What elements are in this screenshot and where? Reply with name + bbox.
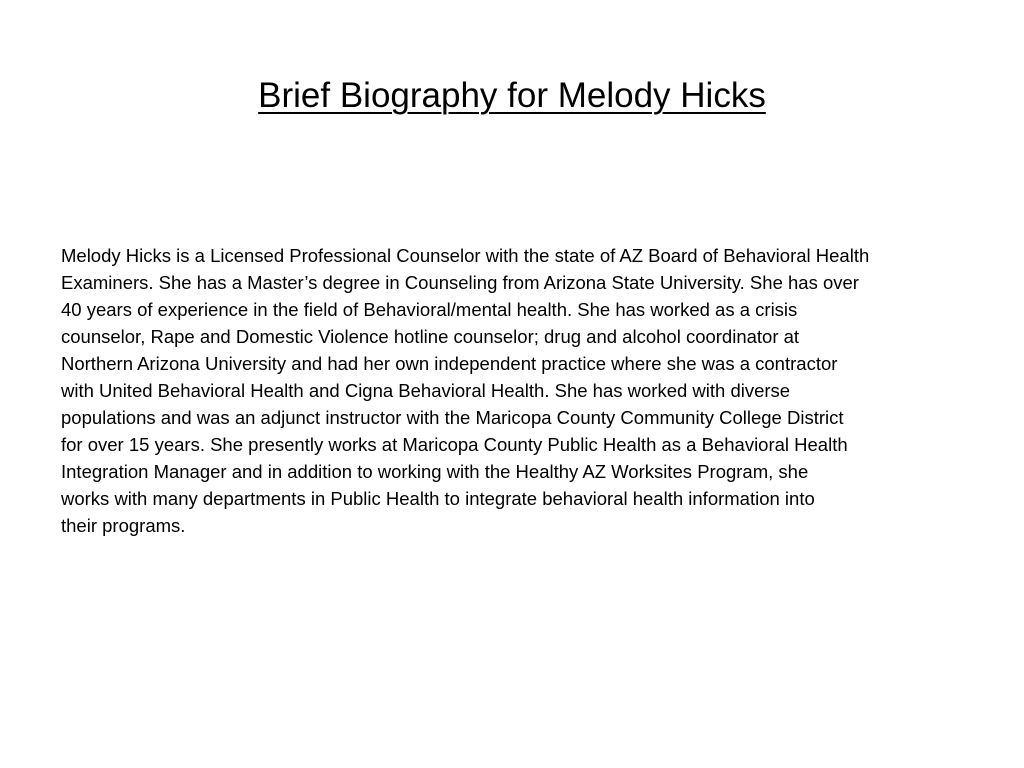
slide-title: Brief Biography for Melody Hicks (258, 76, 766, 115)
biography-paragraph: Melody Hicks is a Licensed Professional Counselor with the state of AZ Board of Behavioral Health Examiners. She has a Master’s degree in Counseling from Arizona State University. She has over 40 years of experience in the field of Behavioral/mental health. She has worked as a crisis counselor, Rape and Domestic Violence hotline counselor; drug and alcohol coordinator at Northern Arizona University and had her own independent practice where she was a contractor with United Behavioral Health and Cigna Behavioral Health. She has worked with diverse populations and was an adjunct instructor with the Maricopa County Community College District for over 15 years. She presently works at Maricopa County Public Health as a Behavioral Health Integration Manager and in addition to working with the Healthy AZ Worksites Program, she works with many departments in Public Health to integrate behavioral health information into their programs. (61, 245, 870, 536)
